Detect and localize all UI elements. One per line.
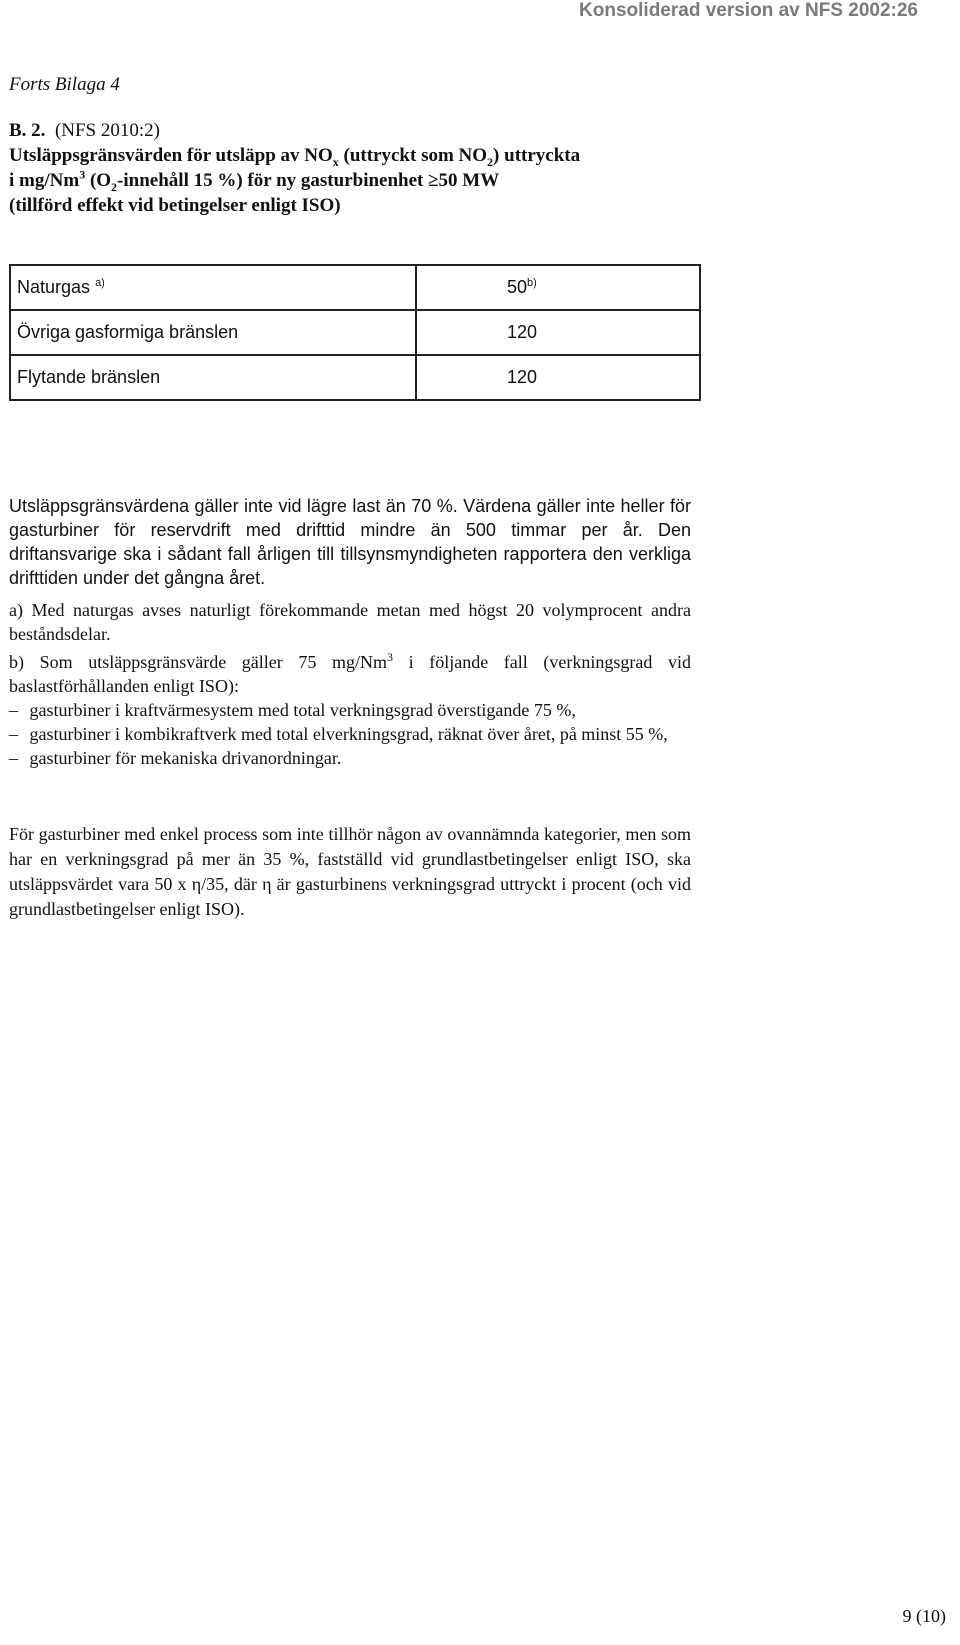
fuel-cell — [10, 310, 416, 355]
title-subscript: x — [332, 154, 339, 169]
footnote-marker: a) — [95, 277, 105, 289]
footnote-b-text: i följande fall (verkningsgrad vid baslastförhållanden enligt ISO): — [9, 652, 691, 696]
fuel-cell — [10, 265, 416, 310]
simple-process-paragraph: För gasturbiner med enkel process som inte tillhör någon av ovannämnda kategorier, men som har en verkningsgrad på mer än 35 %, fastställd vid grundlastbetingelser enligt ISO, ska utsläppsvärdet vara 50 x η/35, där η är gasturbinens verkningsgrad uttryckt i procent (och vid grundlastbetingelser enligt ISO). — [9, 824, 691, 919]
section-title-line-1 — [9, 118, 709, 143]
footnote-a: a) Med naturgas avses naturligt förekommande metan med högst 20 volymprocent andra beståndsdelar. — [9, 600, 691, 644]
table-row — [10, 355, 700, 400]
title-subscript: 2 — [487, 154, 494, 169]
title-text: ) uttryckta — [493, 145, 581, 166]
fuel-name: Övriga gasformiga bränslen — [17, 322, 239, 342]
fuel-name: Naturgas — [17, 277, 91, 297]
section-title — [9, 118, 709, 218]
section-title-line-3 — [9, 168, 709, 193]
list-item — [9, 746, 691, 770]
dash-bullet: – — [9, 700, 18, 720]
value-cell — [416, 265, 700, 310]
limit-value: 120 — [507, 322, 538, 342]
table-row — [10, 310, 700, 355]
value-cell — [416, 310, 700, 355]
list-item-text: gasturbiner för mekaniska drivanordningar. — [29, 748, 342, 768]
list-item-text: gasturbiner i kombikraftverk med total elverkningsgrad, räknat över året, på minst 55 %, — [29, 724, 668, 744]
fuel-name: Flytande bränslen — [17, 367, 161, 387]
list-item — [9, 698, 691, 722]
footnote-b-text: b) Som utsläppsgränsvärde gäller 75 mg/Nm — [9, 652, 387, 672]
table-row — [10, 265, 700, 310]
value-cell — [416, 355, 700, 400]
footnote-b — [9, 650, 691, 770]
list-item — [9, 722, 691, 746]
emission-limits-table — [9, 264, 701, 401]
nfs-reference: (NFS 2010:2) — [54, 120, 160, 141]
title-text: Utsläppsgränsvärden för utsläpp av NO — [9, 145, 333, 166]
appendix-label: Forts Bilaga 4 — [9, 74, 120, 95]
section-title-line-2 — [9, 143, 709, 168]
title-superscript: 3 — [79, 167, 86, 182]
section-label: B. 2. — [9, 120, 46, 141]
footnote-marker: b) — [527, 277, 537, 289]
title-text: i mg/Nm — [9, 170, 80, 191]
list-item-text: gasturbiner i kraftvärmesystem med total verkningsgrad överstigande 75 %, — [29, 700, 576, 720]
title-text: (O — [85, 170, 112, 191]
load-condition-paragraph: Utsläppsgränsvärdena gäller inte vid lägre last än 70 %. Värdena gäller inte heller för gasturbiner för reservdrift med drifttid mindre än 500 timmar per år. Den driftansvarige ska i sådant fall årligen till tillsynsmyndigheten rapportera den verkliga drifttiden under det gångna året. — [9, 496, 691, 588]
limit-value: 50 — [507, 277, 528, 297]
title-text: -innehåll 15 %) för ny gasturbinenhet ≥50 MW — [117, 170, 500, 191]
title-subscript: 2 — [111, 179, 118, 194]
dash-bullet: – — [9, 748, 18, 768]
page-number: 9 (10) — [902, 1606, 946, 1626]
dash-bullet: – — [9, 724, 18, 744]
section-title-line-4: (tillförd effekt vid betingelser enligt ISO) — [9, 195, 341, 216]
document-header: Konsoliderad version av NFS 2002:26 — [579, 0, 918, 21]
limit-value: 120 — [507, 367, 538, 387]
footnote-b-superscript: 3 — [387, 650, 393, 664]
fuel-cell — [10, 355, 416, 400]
title-text: (uttryckt som NO — [338, 145, 488, 166]
